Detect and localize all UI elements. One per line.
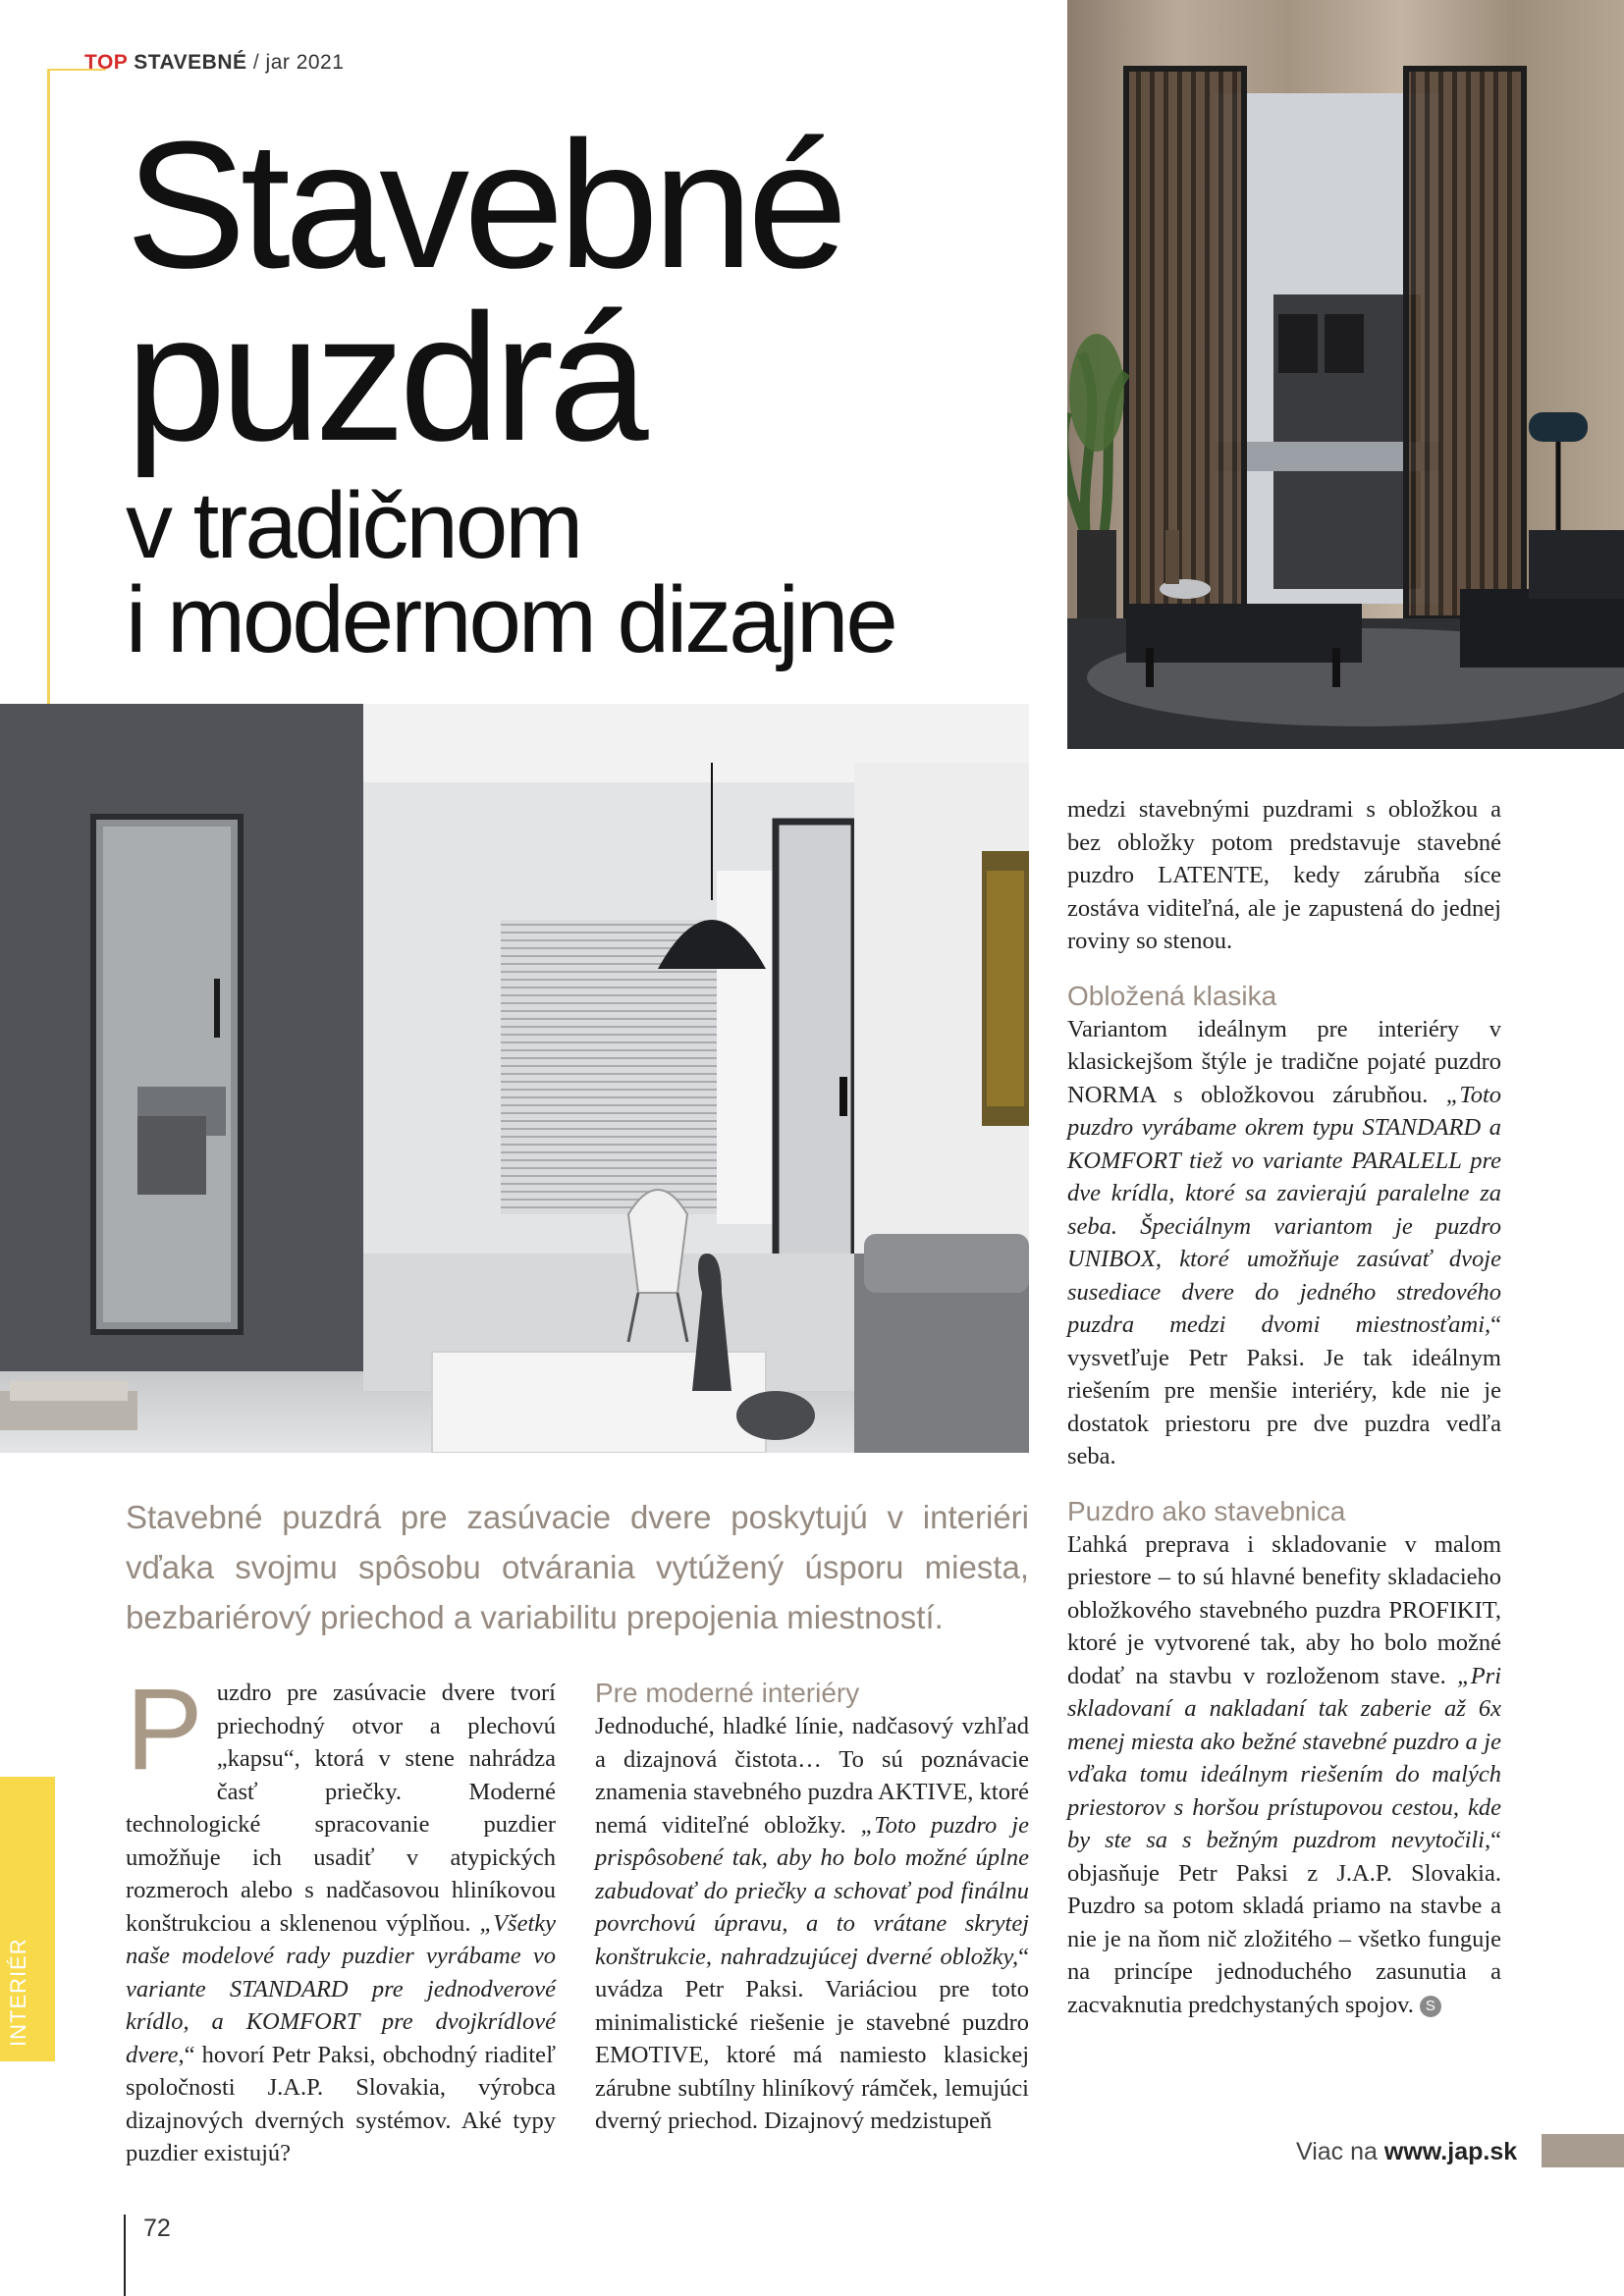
col3-text-a: Variantom ideálnym pre interiéry v klasickejšom štýle je tradične pojaté puzdro NORMA s obložkovou zárubňou. xyxy=(1067,1015,1501,1108)
photo-sliding-doors-illustration xyxy=(1067,0,1624,749)
photo-sliding-glass-doors xyxy=(1067,0,1624,749)
subtitle-line-1: v tradičnom xyxy=(126,473,581,578)
col2-quote-a: „Toto puzdro je prispôsobené tak, aby ho bolo možné úplne zabudovať do priečky a schovať pod finálnu povrchovú úpravu, a to vrátane skrytej konštrukcie, nahradzujúcej dverné obložky, xyxy=(595,1811,1029,1970)
subhead-classic: Obložená klasika xyxy=(1067,980,1277,1011)
more-info xyxy=(1296,2138,1517,2166)
photo-modern-living-room xyxy=(0,704,1029,1453)
col3-paragraph-kit xyxy=(1067,1528,1501,2022)
column-2-paragraph xyxy=(595,1710,1029,2138)
photo-living-room-illustration xyxy=(0,704,1029,1453)
column-3 xyxy=(1067,793,1501,2021)
dropcap: P xyxy=(126,1665,203,1794)
article-subtitle xyxy=(126,473,895,672)
col2-text-b: “ uvádza Petr Paksi. Variáciou pre toto minimalistické riešenie je stavebné puzdro EMOTIVE, ktoré má namiesto klasickej zárubne subtílny hliníkový rámček, lemujúci dverný priechod. Dizajnový medzistupeň xyxy=(595,1943,1029,2134)
col1-text-b: ,“ hovorí Petr Paksi, obchodný riaditeľ spoločnosti J.A.P. Slovakia, výrobca dizajnových dverných systémov. Aké typy puzdier existujú? xyxy=(126,2041,556,2166)
page-number-rule xyxy=(124,2215,126,2296)
title-line-1: Stavebné xyxy=(126,103,842,305)
col3-text-d: “ objasňuje Petr Paksi z J.A.P. Slovakia. Puzdro sa potom skladá priamo na stavbe a nie je na ňom nič zložitého – všetko funguje na princípe jednoduchého zasunutia a zacvaknutia predchystaných spojov. xyxy=(1067,1827,1501,2018)
issue-season: jar 2021 xyxy=(265,51,345,74)
column-1 xyxy=(126,1665,556,2170)
col3-text-c: Ľahká preprava i skladovanie v malom priestore – to sú hlavné benefity skladacieho obložkového stavebného puzdra PROFIKIT, ktoré je vytvorené tak, aby ho bolo možné dodať na stavbu v rozloženom stave. xyxy=(1067,1530,1501,1689)
footer-accent-bar xyxy=(1542,2134,1624,2167)
col3-quote-b: „Pri skladovaní a nakladaní tak zaberie až 6x menej miesta ako bežné stavebné puzdro a je vďaka tomu ideálnym riešením do malých priestorov s horšou prístupovou cestou, kde by ste sa s bežným puzdrom nevytočili, xyxy=(1067,1662,1501,1853)
subhead-kit: Puzdro ako stavebnica xyxy=(1067,1495,1346,1526)
col1-quote-a: „Všetky naše modelové rady puzdier vyrábame vo variante STANDARD pre jednodverové krídlo, a KOMFORT pre dvojkrídlové dvere xyxy=(126,1909,556,2068)
subhead-modern-interiors: Pre moderné interiéry xyxy=(595,1678,860,1708)
col3-quote-a: „Toto puzdro vyrábame okrem typu STANDARD a KOMFORT tiež vo variante PARALELL pre dve krídla, ktoré sa zavierajú paralelne za seba. Špeciálnym variantom je puzdro UNIBOX, ktoré umožňuje zasúvať dvoje susediace dvere do jedného stredového puzdra medzi dvomi miestnosťami, xyxy=(1067,1081,1501,1338)
subtitle-line-2: i modernom dizajne xyxy=(126,567,895,672)
lead-paragraph: Stavebné puzdrá pre zasúvacie dvere poskytujú v interiéri vďaka svojmu spôsobu otvárania vytúžený úsporu miesta, bezbariérový priechod a variabilitu prepojenia miestností. xyxy=(126,1499,1029,1635)
col3-continuation: medzi stavebnými puzdrami s obložkou a bez obložky potom predstavuje stavebné puzdro LATENTE, kedy zárubňa síce zostáva viditeľná, ale je zapustená do jednej roviny so stenou. xyxy=(1067,796,1501,954)
title-line-2: puzdrá xyxy=(126,276,643,478)
col1-text-a: uzdro pre zasúvacie dvere tvorí priechodný otvor a plechovú „kapsu“, ktorá v stene nahrádza časť priečky. Moderné technologické spracovanie puzdier umožňuje ich usadiť v atypických rozmeroch alebo s nadčasovou hliníkovou konštrukciou a sklenenou výplňou. xyxy=(126,1680,556,1937)
brand-top: TOP xyxy=(84,51,128,74)
more-label: Viac na xyxy=(1296,2138,1378,2165)
brand-section: STAVEBNÉ xyxy=(134,51,247,74)
more-link[interactable]: www.jap.sk xyxy=(1383,2138,1518,2165)
column-1-paragraph xyxy=(126,1665,556,2170)
kicker-separator: / xyxy=(252,51,260,74)
column-2 xyxy=(595,1677,1029,2138)
col3-text-b: “ vysvetľuje Petr Paksi. Je tak ideálnym riešením pre menšie interiéry, kde nie je dostatok priestoru pre dve puzdra vedľa seba. xyxy=(1067,1311,1501,1469)
section-kicker xyxy=(84,51,344,75)
article-title xyxy=(126,103,842,478)
end-mark-icon: S xyxy=(1420,1996,1441,2017)
section-side-label: INTERIÉR xyxy=(6,1938,30,2047)
col2-text-a: Jednoduché, hladké línie, nadčasový vzhľad a dizajnová čistota… To sú poznávacie znamenia stavebného puzdra AKTIVE, ktoré nemá viditeľné obložky. xyxy=(595,1713,1029,1839)
col3-paragraph-classic xyxy=(1067,1013,1501,1473)
page-number: 72 xyxy=(143,2215,171,2242)
